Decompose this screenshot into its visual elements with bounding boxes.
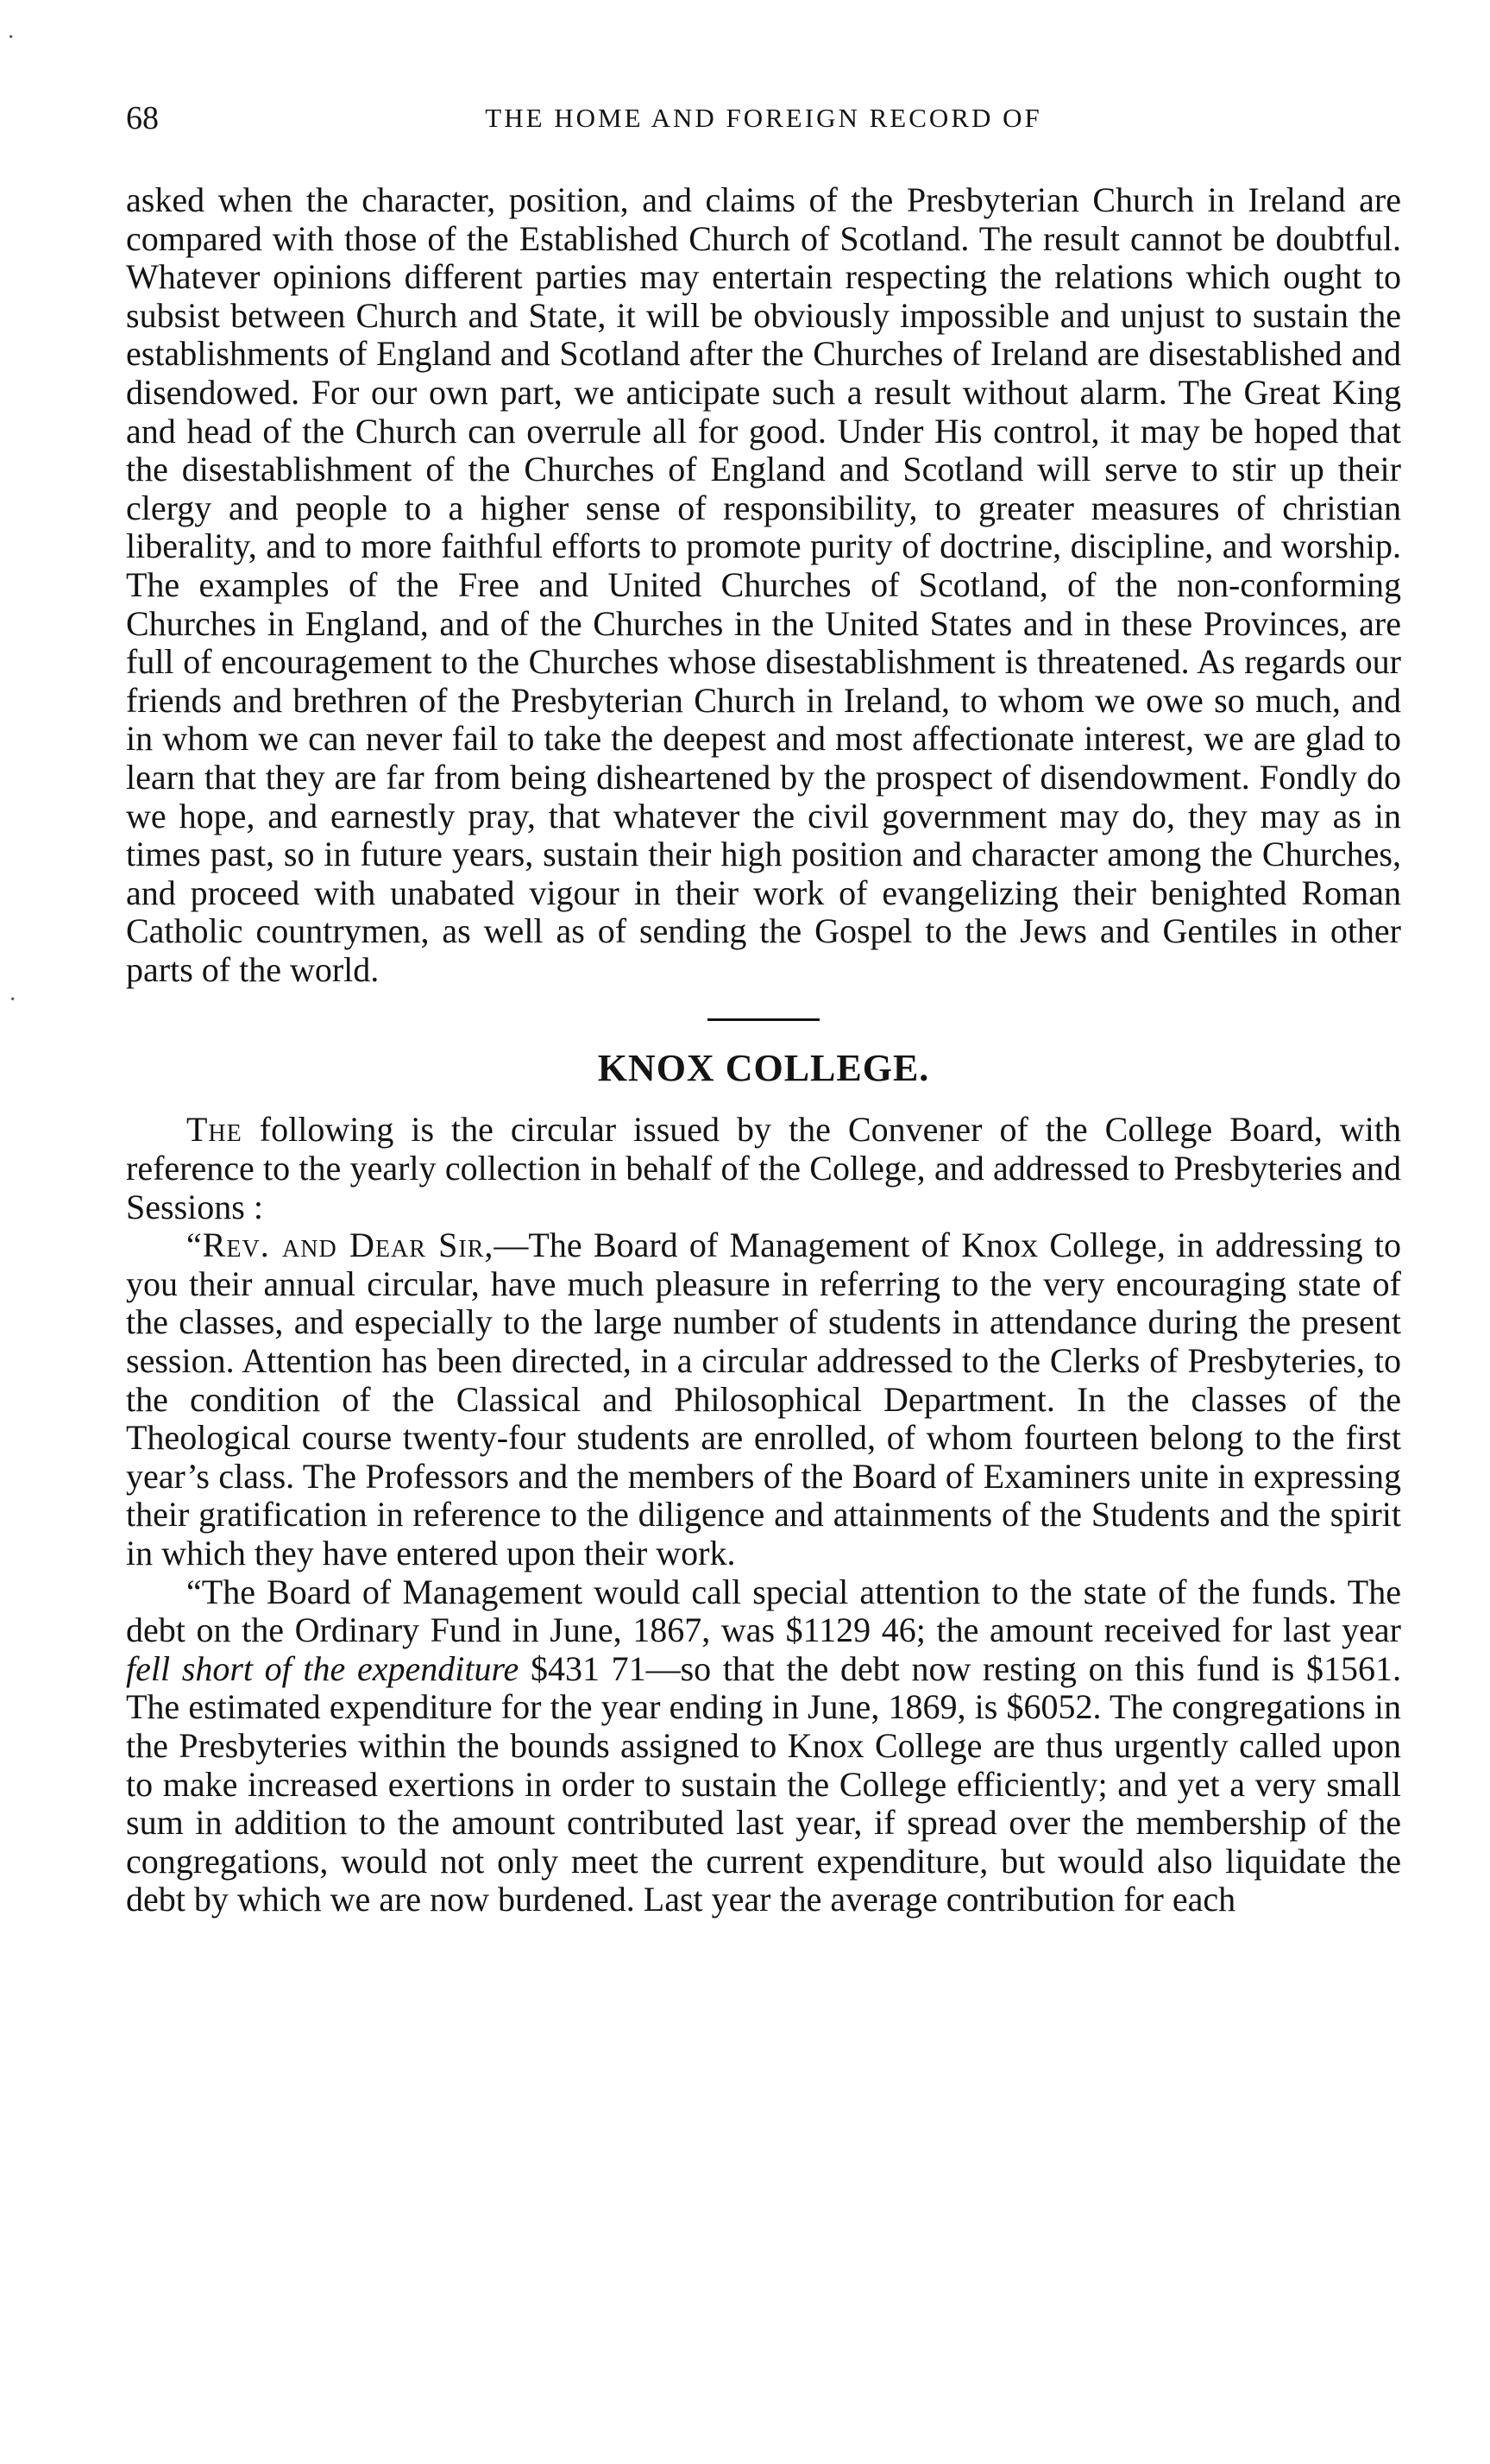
- italic-phrase: fell short of the expenditure: [126, 1648, 519, 1688]
- paragraph-text: “The Board of Management would call special attention to the state of the funds. The debt on the Ordinary Fund in June, 1867, was $1129 46; the amount received for last year: [126, 1572, 1401, 1650]
- paragraph-text: following is the circular issued by the Convener of the College Board, with reference to the yearly collection in behalf of the College, and addressed to Presbyteries and Sessions :: [126, 1110, 1401, 1226]
- paragraph-funds: [126, 1573, 1401, 1919]
- scan-speck: ·: [9, 986, 17, 1013]
- paragraph-ireland: asked when the character, position, and claims of the Presbyterian Church in Ireland are compared with those of the Established Church of Scotland. The result cannot be doubtful. Whatever opinions different parties may entertain respecting the relations which ought to subsist between Church and State, it will be obviously impossible and unjust to sustain the establishments of England and Scotland after the Churches of Ireland are disestablished and disendowed. For our own part, we anticipate such a result without alarm. The Great King and head of the Church can overrule all for good. Under His control, it may be hoped that the disestablishment of the Churches of England and Scotland will serve to stir up their clergy and people to a higher sense of responsibility, to greater measures of christian liberality, and to more faithful efforts to promote purity of doctrine, discipline, and worship. The examples of the Free and United Churches of Scotland, of the non-conforming Churches in England, and of the Churches in the United States and in these Provinces, are full of encouragement to the Churches whose disestablishment is threatened. As regards our friends and brethren of the Presbyterian Church in Ireland, to whom we owe so much, and in whom we can never fail to take the deepest and most affectionate interest, we are glad to learn that they are far from being disheartened by the prospect of disendowment. Fondly do we hope, and earnestly pray, that whatever the civil government may do, they may as in times past, so in future years, sustain their high position and character among the Churches, and proceed with unabated vigour in their work of evangelizing their benighted Roman Catholic countrymen, as well as of sending the Gospel to the Jews and Gentiles in other parts of the world.: [126, 180, 1401, 989]
- lead-word: The: [186, 1110, 242, 1150]
- paragraph-text: $431 71—so that the debt now resting on this fund is $1561. The estimated expenditure for the year ending in June, 1869, is $6052. The congregations in the Presbyteries within the bounds assigned to Knox College are thus urgently called upon to make increased exertions in order to sustain the College efficiently; and yet a very small sum in addition to the amount contributed last year, if spread over the membership of the congregations, would not only meet the current expenditure, but would also liquidate the debt by which we are now burdened. Last year the average contribution for each: [126, 1648, 1401, 1919]
- paragraph-circular-intro: [126, 1111, 1401, 1226]
- page-header: [126, 97, 1401, 140]
- page-number: 68: [126, 100, 159, 136]
- section-divider: [707, 1018, 820, 1021]
- section-heading: KNOX COLLEGE.: [597, 1047, 930, 1090]
- running-head: THE HOME AND FOREIGN RECORD OF: [485, 103, 1042, 133]
- salutation: “Rev. and Dear Sir,: [186, 1226, 494, 1265]
- paragraph-classes: [126, 1226, 1401, 1572]
- scan-speck: ·: [7, 24, 16, 51]
- article-body: [126, 181, 1401, 1919]
- paragraph-text: —The Board of Management of Knox College, in addressing to you their annual circular, have much pleasure in referring to the very encouraging state of the classes, and especially to the large number of students in attendance during the present session. Attention has been directed, in a circular addressed to the Clerks of Presbyteries, to the condition of the Classical and Philosophical Department. In the classes of the Theological course twenty-four students are enrolled, of whom fourteen belong to the first year’s class. The Professors and the members of the Board of Examiners unite in expressing their gratification in reference to the diligence and attainments of the Students and the spirit in which they have entered upon their work.: [126, 1226, 1401, 1572]
